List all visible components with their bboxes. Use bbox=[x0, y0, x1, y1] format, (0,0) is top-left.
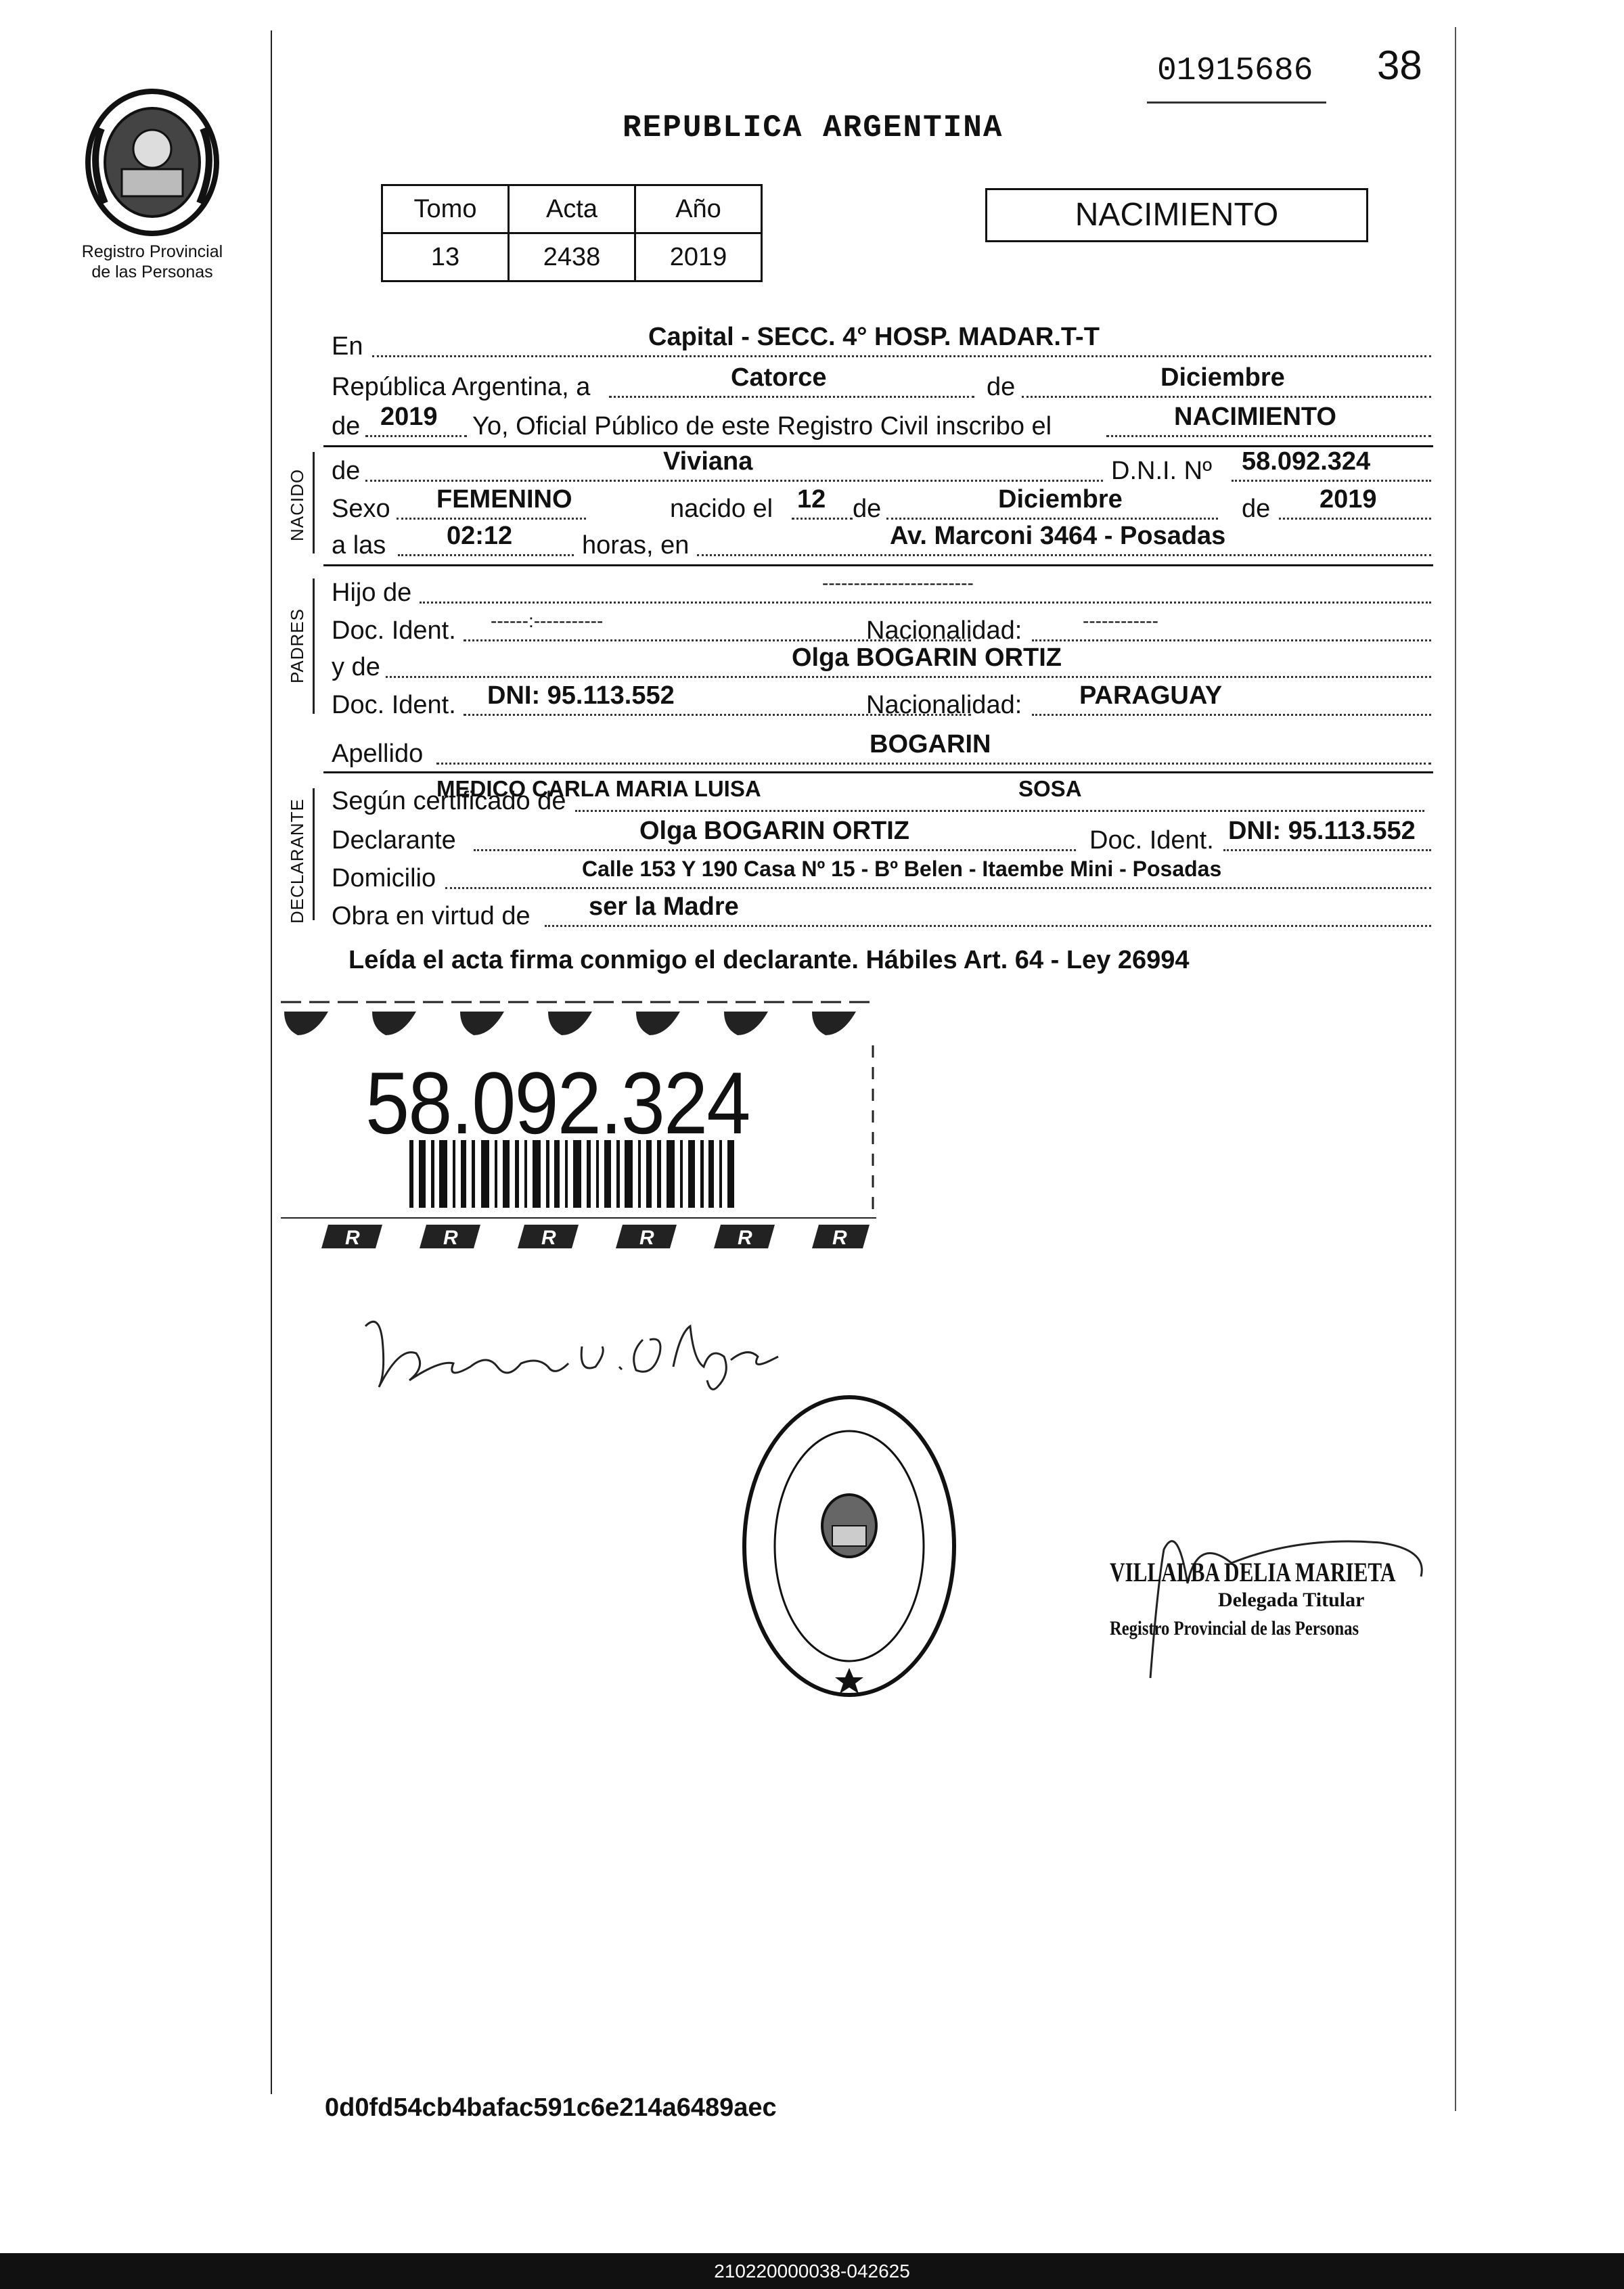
dotted-line bbox=[1032, 639, 1431, 641]
field-certificado-medico: MEDICO CARLA MARIA LUISA bbox=[436, 776, 761, 801]
dotted-line bbox=[436, 763, 1431, 765]
field-obra-en-virtud: ser la Madre bbox=[589, 892, 739, 921]
tomo-value: 13 bbox=[382, 233, 509, 281]
row-declarante bbox=[332, 817, 1431, 857]
dotted-line bbox=[398, 554, 574, 556]
declarante-signature bbox=[352, 1299, 792, 1401]
logo-caption-1: Registro Provincial bbox=[81, 242, 223, 261]
footer-code: 210220000038-042625 bbox=[0, 2253, 1624, 2289]
stripe-letter: R bbox=[443, 1227, 458, 1249]
bracket-nacido bbox=[313, 452, 315, 553]
bracket-declarante bbox=[313, 788, 315, 920]
label-yo: Yo, Oficial Público de este Registro Civil inscribo el bbox=[472, 412, 1052, 440]
field-padre-doc: ------:----------- bbox=[491, 610, 604, 631]
registry-seal bbox=[738, 1390, 961, 1702]
field-lugar: Capital - SECC. 4° HOSP. MADAR.T-T bbox=[648, 323, 1100, 351]
row-de-nombre bbox=[332, 447, 1431, 487]
dotted-line bbox=[372, 355, 1431, 357]
label-sexo: Sexo bbox=[332, 495, 390, 523]
label-hijo-de: Hijo de bbox=[332, 579, 412, 607]
left-margin-line bbox=[271, 30, 272, 2094]
field-apellido: BOGARIN bbox=[870, 730, 991, 758]
page-number: 38 bbox=[1377, 43, 1422, 88]
row-yo bbox=[332, 403, 1431, 443]
dotted-line bbox=[1223, 849, 1431, 851]
row-en bbox=[332, 323, 1431, 363]
stamp-role: Delegada Titular bbox=[1218, 1589, 1365, 1611]
label-de: de bbox=[987, 373, 1016, 401]
sticker-dni-number: 58.092.324 bbox=[365, 1053, 750, 1152]
field-dia-texto: Catorce bbox=[731, 363, 827, 392]
dotted-line bbox=[365, 435, 467, 437]
row-certificado bbox=[332, 776, 1431, 817]
label-a-las: a las bbox=[332, 531, 386, 560]
field-lugar-nac: Av. Marconi 3464 - Posadas bbox=[890, 522, 1226, 550]
field-acto: NACIMIENTO bbox=[1174, 403, 1336, 431]
stripe-letter: R bbox=[541, 1227, 556, 1249]
label-de: de bbox=[853, 495, 882, 523]
certificate-type: NACIMIENTO bbox=[985, 188, 1368, 242]
label-nacionalidad: Nacionalidad: bbox=[866, 616, 1022, 645]
label-apellido: Apellido bbox=[332, 740, 424, 768]
row-madre-doc bbox=[332, 681, 1431, 721]
field-dia-nac: 12 bbox=[797, 485, 826, 514]
dotted-line bbox=[365, 480, 1103, 482]
table-header: Tomo bbox=[382, 185, 509, 233]
label-en: En bbox=[332, 332, 363, 361]
field-domicilio: Calle 153 Y 190 Casa Nº 15 - Bº Belen - Itaembe Mini - Posadas bbox=[582, 857, 1222, 881]
side-label-declarante: DECLARANTE bbox=[287, 798, 307, 924]
dotted-line bbox=[1279, 518, 1431, 520]
field-certificado-apellido: SOSA bbox=[1018, 776, 1082, 801]
field-mes-registro: Diciembre bbox=[1160, 363, 1285, 392]
dotted-line bbox=[1022, 396, 1431, 398]
dotted-line bbox=[1032, 714, 1431, 716]
dotted-line bbox=[420, 602, 1431, 604]
field-anio-registro: 2019 bbox=[380, 403, 438, 431]
field-mes-nac: Diciembre bbox=[998, 485, 1123, 514]
field-nombre: Viviana bbox=[663, 447, 753, 476]
label-domicilio: Domicilio bbox=[332, 864, 436, 892]
field-declarante: Olga BOGARIN ORTIZ bbox=[639, 817, 909, 845]
logo-caption-2: de las Personas bbox=[91, 263, 213, 281]
label-nacido-el: nacido el bbox=[670, 495, 773, 523]
dotted-line bbox=[474, 849, 1076, 851]
dotted-line bbox=[792, 518, 853, 520]
acta-table bbox=[381, 184, 763, 282]
dotted-line bbox=[697, 554, 1431, 556]
field-madre-nac: PARAGUAY bbox=[1079, 681, 1223, 710]
closing-statement: Leída el acta firma conmigo el declarante. Hábiles Art. 64 - Ley 26994 bbox=[348, 946, 1190, 974]
row-domicilio bbox=[332, 857, 1431, 894]
stamp-name: VILLALBA DELIA MARIETA bbox=[1110, 1557, 1396, 1587]
label-de: de bbox=[1242, 495, 1271, 523]
field-declarante-doc: DNI: 95.113.552 bbox=[1228, 817, 1416, 845]
row-hijo-de bbox=[332, 572, 1431, 609]
field-padre-nac: ------------ bbox=[1083, 610, 1158, 631]
document-hash: 0d0fd54cb4bafac591c6e214a6489aec bbox=[325, 2093, 777, 2122]
dotted-line bbox=[545, 925, 1431, 927]
dotted-line bbox=[609, 396, 974, 398]
field-sexo: FEMENINO bbox=[436, 485, 572, 514]
field-hijo-de: ------------------------ bbox=[822, 572, 974, 593]
acta-value: 2438 bbox=[509, 233, 635, 281]
label-obra-en-virtud: Obra en virtud de bbox=[332, 902, 531, 930]
label-de: de bbox=[332, 412, 361, 440]
dotted-line bbox=[575, 810, 1424, 812]
section-divider bbox=[323, 564, 1433, 566]
dotted-line bbox=[1232, 480, 1431, 482]
label-republica: República Argentina, a bbox=[332, 373, 591, 401]
table-header: Acta bbox=[509, 185, 635, 233]
field-anio-nac: 2019 bbox=[1320, 485, 1377, 514]
label-horas-en: horas, en bbox=[582, 531, 690, 560]
side-label-padres: PADRES bbox=[287, 608, 307, 683]
serial-number: 01915686 bbox=[1157, 53, 1313, 89]
registry-logo bbox=[74, 88, 230, 244]
label-segun-certificado: Según certificado de bbox=[332, 787, 566, 815]
field-dni: 58.092.324 bbox=[1242, 447, 1371, 476]
label-y-de: y de bbox=[332, 653, 380, 681]
label-doc-ident: Doc. Ident. bbox=[332, 616, 456, 645]
dotted-line bbox=[1106, 435, 1431, 437]
dotted-line bbox=[386, 676, 1431, 678]
row-y-de bbox=[332, 643, 1431, 683]
stripe-letter: R bbox=[832, 1227, 847, 1249]
field-madre-doc: DNI: 95.113.552 bbox=[487, 681, 675, 710]
stripe-letter: R bbox=[639, 1227, 654, 1249]
stripe-letter: R bbox=[345, 1227, 360, 1249]
row-hora bbox=[332, 522, 1431, 562]
label-nacionalidad: Nacionalidad: bbox=[866, 691, 1022, 719]
bracket-padres bbox=[313, 579, 315, 714]
label-doc-ident: Doc. Ident. bbox=[1089, 826, 1214, 855]
field-madre: Olga BOGARIN ORTIZ bbox=[792, 643, 1062, 672]
country-title: REPUBLICA ARGENTINA bbox=[623, 110, 1003, 145]
table-header: Año bbox=[635, 185, 762, 233]
serial-underline bbox=[1147, 101, 1326, 104]
label-de: de bbox=[332, 457, 361, 485]
stripe-letter: R bbox=[738, 1227, 752, 1249]
label-doc-ident: Doc. Ident. bbox=[332, 691, 456, 719]
dotted-line bbox=[445, 887, 1431, 889]
field-hora: 02:12 bbox=[447, 522, 513, 550]
label-declarante: Declarante bbox=[332, 826, 456, 855]
side-label-nacido: NACIDO bbox=[287, 468, 307, 541]
label-dni: D.N.I. Nº bbox=[1111, 457, 1212, 485]
anio-value: 2019 bbox=[635, 233, 762, 281]
stamp-office: Registro Provincial de las Personas bbox=[1110, 1617, 1359, 1639]
row-republica bbox=[332, 363, 1431, 403]
row-apellido bbox=[332, 730, 1431, 770]
row-obra-en-virtud bbox=[332, 892, 1431, 932]
right-margin-line bbox=[1455, 27, 1456, 2111]
